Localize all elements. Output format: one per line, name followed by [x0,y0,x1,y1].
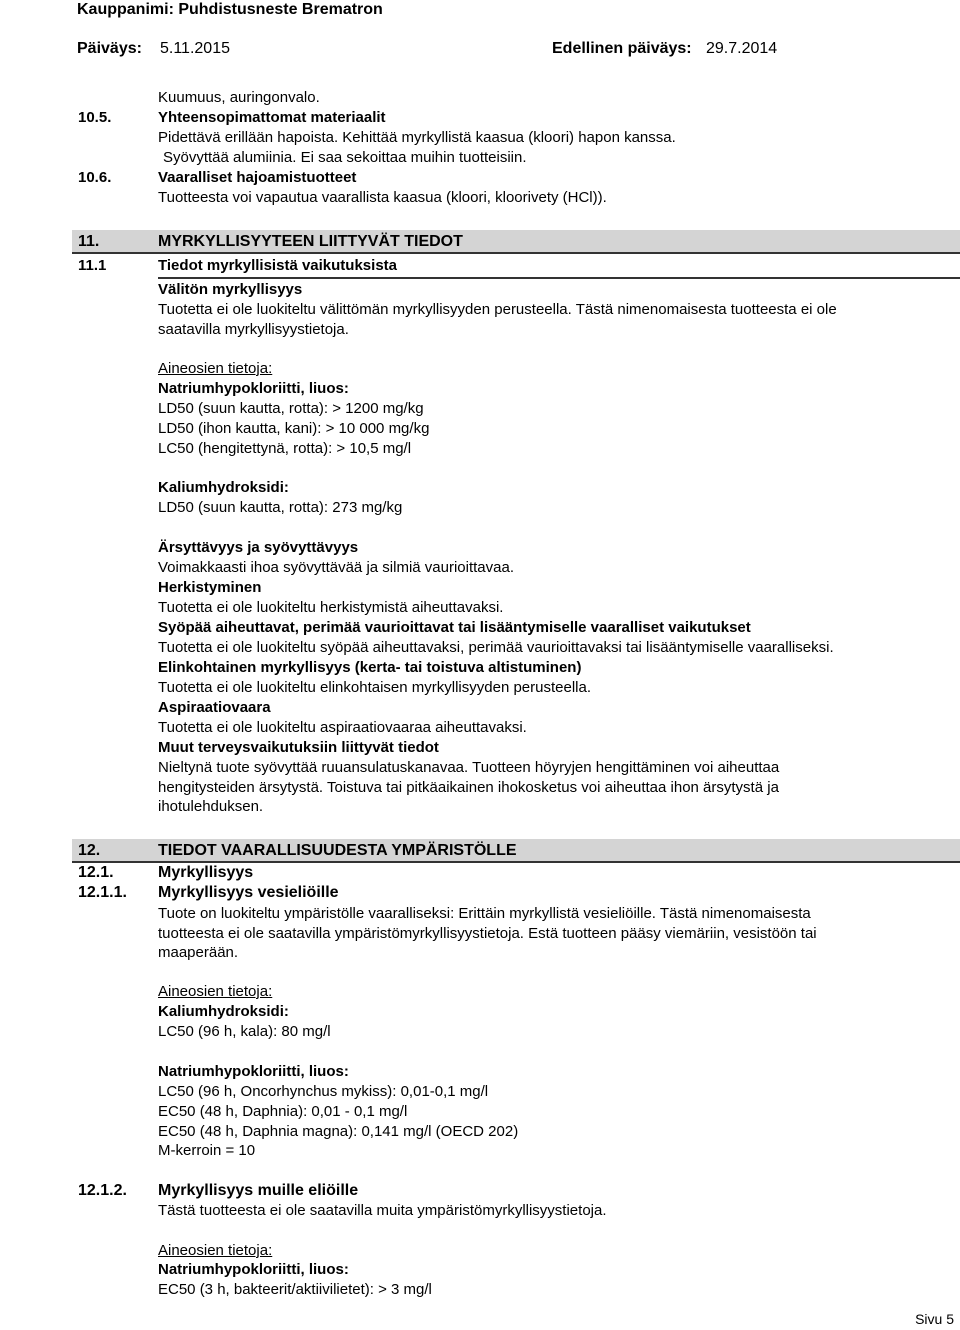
page-number: Sivu 5 [915,1311,954,1327]
acute-toxicity-line-2: saatavilla myrkyllisyystietoja. [158,321,349,338]
previous-date-value: 29.7.2014 [706,40,778,57]
sodium-hypochlorite-title: Natriumhypokloriitti, liuos: [158,380,349,397]
eco-potassium-hydroxide-title: Kaliumhydroksidi: [158,1003,289,1020]
eco-potassium-hydroxide-lc50: LC50 (96 h, kala): 80 mg/l [158,1023,331,1040]
incompatible-materials-line-2: Syövyttää alumiinia. Ei saa sekoittaa muihin tuotteisiin. [163,149,527,166]
sensitisation-title: Herkistyminen [158,579,262,596]
sensitisation-text: Tuotetta ei ole luokiteltu herkistymistä aiheuttavaksi. [158,599,504,616]
section-10-6-title: Vaaralliset hajoamistuotteet [158,169,357,186]
irritation-corrosion-text: Voimakkaasti ihoa syövyttävää ja silmiä vaurioittavaa. [158,559,515,576]
aquatic-toxicity-line-2: tuotteesta ei ole saatavilla ympäristömyrkyllisyystietoja. Estä tuotteen pääsy viemäriin, vesistöön tai [158,925,817,942]
section-12-1-2-title: Myrkyllisyys muille eliöille [158,1182,359,1199]
date-label: Päiväys: [77,40,142,57]
aquatic-toxicity-line-1: Tuote on luokiteltu ympäristölle vaaralliseksi: Erittäin myrkyllistä vesieliöille. Tästä nimenomaisesta [158,905,811,922]
section-10-5-title: Yhteensopimattomat materiaalit [158,109,386,126]
potassium-hydroxide-title: Kaliumhydroksidi: [158,479,289,496]
irritation-corrosion-title: Ärsyttävyys ja syövyttävyys [158,539,359,556]
previous-date-label: Edellinen päiväys: [552,40,692,57]
aspiration-hazard-title: Aspiraatiovaara [158,699,271,716]
section-11-1-title: Tiedot myrkyllisistä vaikutuksista [158,257,397,274]
eco-ingredients-label-2: Aineosien tietoja: [158,1242,273,1259]
eco-sodium-hypochlorite-ec50-bacteria: EC50 (3 h, bakteerit/aktiivilietet): > 3 mg/l [158,1281,432,1298]
stot-text: Tuotetta ei ole luokiteltu elinkohtaisen myrkyllisyyden perusteella. [158,679,592,696]
incompatible-materials-line-1: Pidettävä erillään hapoista. Kehittää myrkyllistä kaasua (kloori) hapon kanssa. [158,129,676,146]
sodium-hypochlorite-ld50-oral: LD50 (suun kautta, rotta): > 1200 mg/kg [158,400,424,417]
sodium-hypochlorite-ld50-dermal: LD50 (ihon kautta, kani): > 10 000 mg/kg [158,420,430,437]
stot-title: Elinkohtainen myrkyllisyys (kerta- tai toistuva altistuminen) [158,659,582,676]
eco-sodium-hypochlorite-title-2: Natriumhypokloriitti, liuos: [158,1261,349,1278]
eco-sodium-hypochlorite-title: Natriumhypokloriitti, liuos: [158,1063,349,1080]
other-organisms-text: Tästä tuotteesta ei ole saatavilla muita ympäristömyrkyllisyystietoja. [158,1202,607,1219]
section-10-5-number: 10.5. [78,109,112,126]
sodium-hypochlorite-lc50-inhalation: LC50 (hengitettynä, rotta): > 10,5 mg/l [158,440,412,457]
heat-sunlight-text: Kuumuus, auringonvalo. [158,89,320,106]
other-health-effects-line-2: hengitysteiden ärsytystä. Toistuva tai pitkäaikainen ihokosketus voi aiheuttaa ihon ärsytystä ja [158,779,779,796]
section-12-1-2-number: 12.1.2. [78,1182,127,1199]
section-12-1-1-title: Myrkyllisyys vesieliöille [158,884,339,901]
potassium-hydroxide-ld50-oral: LD50 (suun kautta, rotta): 273 mg/kg [158,499,403,516]
other-health-effects-line-1: Nieltynä tuote syövyttää ruuansulatuskanavaa. Tuotteen höyryjen hengittäminen voi aiheuttaa [158,759,780,776]
aquatic-toxicity-line-3: maaperään. [158,944,239,961]
decomposition-products-text: Tuotteesta voi vapautua vaarallista kaasua (kloori, kloorivety (HCl)). [158,189,607,206]
cmr-effects-title: Syöpää aiheuttavat, perimää vaurioittavat tai lisääntymiselle vaaralliset vaikutukset [158,619,751,636]
acute-toxicity-title: Välitön myrkyllisyys [158,281,303,298]
section-11-1-underline [158,277,960,279]
eco-sodium-hypochlorite-ec50-daphnia: EC50 (48 h, Daphnia): 0,01 - 0,1 mg/l [158,1103,408,1120]
other-health-effects-line-3: ihotulehduksen. [158,798,264,815]
section-11-title: MYRKYLLISYYTEEN LIITTYVÄT TIEDOT [158,233,463,250]
aspiration-hazard-text: Tuotetta ei ole luokiteltu aspiraatiovaaraa aiheuttavaksi. [158,719,527,736]
other-health-effects-title: Muut terveysvaikutuksiin liittyvät tiedot [158,739,439,756]
product-name-label: Kauppanimi: Puhdistusneste Brematron [77,1,383,18]
section-11-number: 11. [78,233,100,250]
section-12-1-1-number: 12.1.1. [78,884,127,901]
eco-sodium-hypochlorite-m-factor: M-kerroin = 10 [158,1142,256,1159]
section-11-1-number: 11.1 [78,257,107,274]
section-10-6-number: 10.6. [78,169,112,186]
ingredients-label: Aineosien tietoja: [158,360,273,377]
date-value: 5.11.2015 [160,40,230,57]
eco-sodium-hypochlorite-ec50-daphnia-magna: EC50 (48 h, Daphnia magna): 0,141 mg/l (OECD 202) [158,1123,519,1140]
section-12-1-number: 12.1. [78,864,114,881]
section-12-number: 12. [78,842,101,859]
section-12-title: TIEDOT VAARALLISUUDESTA YMPÄRISTÖLLE [158,842,517,859]
eco-ingredients-label: Aineosien tietoja: [158,983,273,1000]
eco-sodium-hypochlorite-lc50-fish: LC50 (96 h, Oncorhynchus mykiss): 0,01-0,1 mg/l [158,1083,489,1100]
section-12-1-title: Myrkyllisyys [158,864,254,881]
acute-toxicity-line-1: Tuotetta ei ole luokiteltu välittömän myrkyllisyyden perusteella. Tästä nimenomaisesta tuotteesta ei ole [158,301,837,318]
cmr-effects-text: Tuotetta ei ole luokiteltu syöpää aiheuttavaksi, perimää vaurioittavaksi tai lisääntymiselle vaaralliseksi. [158,639,834,656]
